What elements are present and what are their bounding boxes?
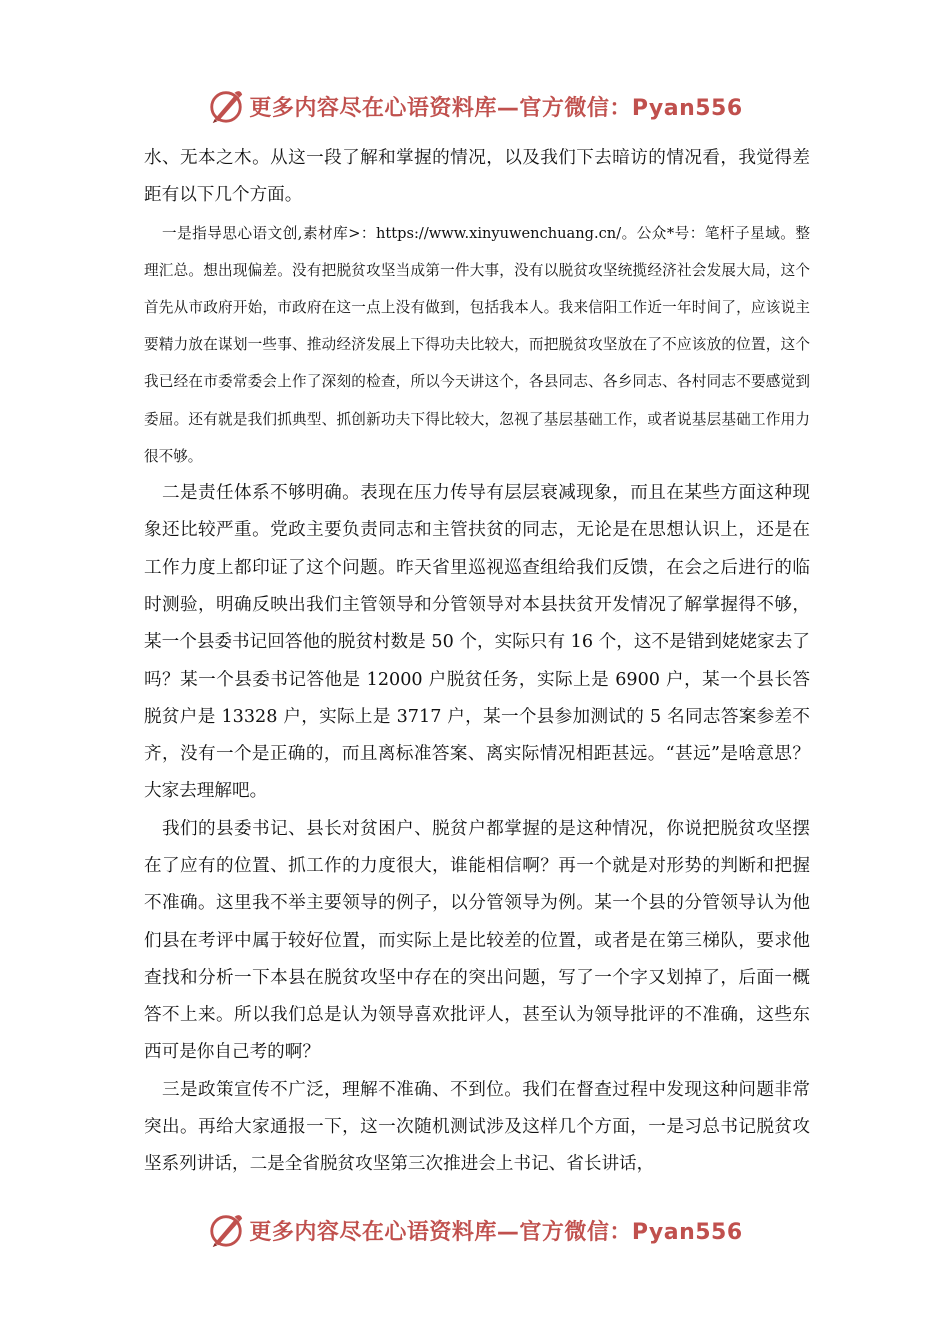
pen-logo-icon: [207, 87, 245, 125]
paragraph-5: 三是政策宣传不广泛，理解不准确、不到位。我们在督查过程中发现这种问题非常突出。再给大家通报一下，这一次随机测试涉及这样几个方面，一是习总书记脱贫攻坚系列讲话，二是全省脱贫攻坚第三次推进会上书记、省长讲话，: [144, 1079, 810, 1175]
footer-banner: [0, 1208, 950, 1252]
pen-logo-icon: [207, 1211, 245, 1249]
paragraph-1: 水、无本之木。从这一段了解和掌握的情况，以及我们下去暗访的情况看，我觉得差距有以下几个方面。: [144, 148, 810, 206]
header-banner: [0, 84, 950, 128]
header-banner-text: 更多内容尽在心语资料库—官方微信：Pyan556: [249, 95, 743, 121]
document-body: [144, 140, 810, 1184]
paragraph-2: 一是指导思心语文创,素材库>：https://www.xinyuwenchuang.cn/。公众*号：笔杆子星域。整理汇总。想出现偏差。没有把脱贫攻坚当成第一件大事，没有以脱贫攻坚统揽经济社会发展大局，这个首先从市政府开始，市政府在这一点上没有做到，包括我本人。我来信阳工作近一年时间了，应该说主要精力放在谋划一些事、推动经济发展上下得功夫比较大，而把脱贫攻坚放在了不应该放的位置，这个我已经在市委常委会上作了深刻的检查，所以今天讲这个，各县同志、各乡同志、各村同志不要感觉到委屈。还有就是我们抓典型、抓创新功夫下得比较大，忽视了基层基础工作，或者说基层基础工作用力很不够。: [144, 224, 810, 465]
paragraph-4: 我们的县委书记、县长对贫困户、脱贫户都掌握的是这种情况，你说把脱贫攻坚摆在了应有的位置、抓工作的力度很大，谁能相信啊？再一个就是对形势的判断和把握不准确。这里我不举主要领导的例子，以分管领导为例。某一个县的分管领导认为他们县在考评中属于较好位置，而实际上是比较差的位置，或者是在第三梯队，要求他查找和分析一下本县在脱贫攻坚中存在的突出问题，写了一个字又划掉了，后面一概答不上来。所以我们总是认为领导喜欢批评人，甚至认为领导批评的不准确，这些东西可是你自己考的啊？: [144, 818, 810, 1063]
paragraph-3: 二是责任体系不够明确。表现在压力传导有层层衰减现象，而且在某些方面这种现象还比较严重。党政主要负责同志和主管扶贫的同志，无论是在思想认识上，还是在工作力度上都印证了这个问题。昨天省里巡视巡查组给我们反馈，在会之后进行的临时测验，明确反映出我们主管领导和分管领导对本县扶贫开发情况了解掌握得不够，某一个县委书记回答他的脱贫村数是 50 个，实际只有 16 个，这不是错到姥姥家去了吗？某一个县委书记答他是 12000 户脱贫任务，实际上是 6900 户，某一个县长答脱贫户是 13328 户，实际上是 3717 户，某一个县参加测试的 5 名同志答案参差不齐，没有一个是正确的，而且离标准答案、离实际情况相距甚远。“甚远”是啥意思？大家去理解吧。: [144, 483, 810, 802]
footer-banner-text: 更多内容尽在心语资料库—官方微信：Pyan556: [249, 1219, 743, 1245]
